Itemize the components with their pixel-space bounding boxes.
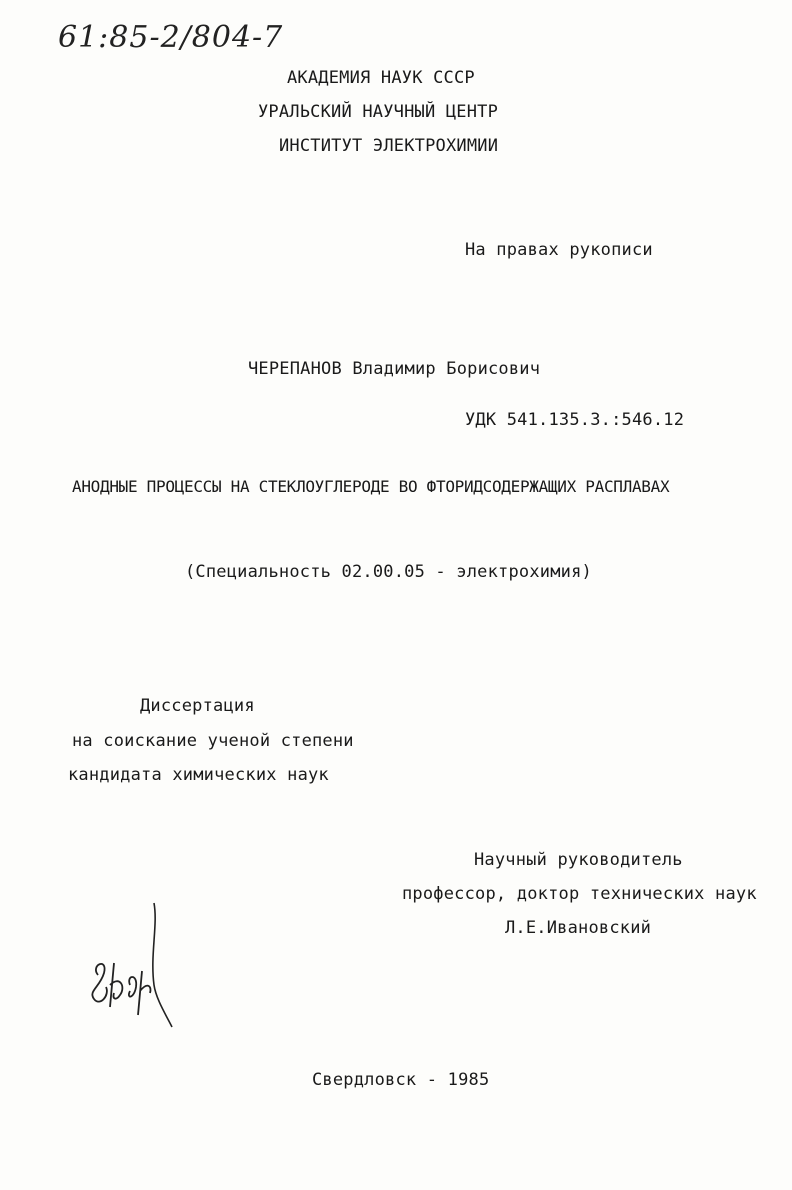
supervisor-role: Научный руководитель <box>474 850 683 870</box>
author-name: ЧЕРЕПАНОВ Владимир Борисович <box>248 359 541 379</box>
handwritten-signature <box>80 895 190 1035</box>
archive-handwritten-mark: 61:85-2/804-7 <box>58 20 284 55</box>
supervisor-degree: профессор, доктор технических наук <box>402 884 757 904</box>
rights-note: На правах рукописи <box>465 240 653 260</box>
specialty: (Специальность 02.00.05 - электрохимия) <box>185 562 592 582</box>
place-and-year: Свердловск - 1985 <box>312 1070 490 1090</box>
header-institute: ИНСТИТУТ ЭЛЕКТРОХИМИИ <box>279 136 499 156</box>
header-center: УРАЛЬСКИЙ НАУЧНЫЙ ЦЕНТР <box>258 102 499 122</box>
dissertation-label: Диссертация <box>140 696 255 716</box>
dissertation-degree-line: на соискание ученой степени <box>72 731 354 751</box>
supervisor-name: Л.Е.Ивановский <box>505 918 652 938</box>
udc-code: УДК 541.135.3.:546.12 <box>465 410 685 430</box>
header-academy: АКАДЕМИЯ НАУК СССР <box>287 68 475 88</box>
dissertation-field-line: кандидата химических наук <box>68 765 329 785</box>
dissertation-title: АНОДНЫЕ ПРОЦЕССЫ НА СТЕКЛОУГЛЕРОДЕ ВО ФТОРИДСОДЕРЖАЩИХ РАСПЛАВАХ <box>72 477 670 496</box>
